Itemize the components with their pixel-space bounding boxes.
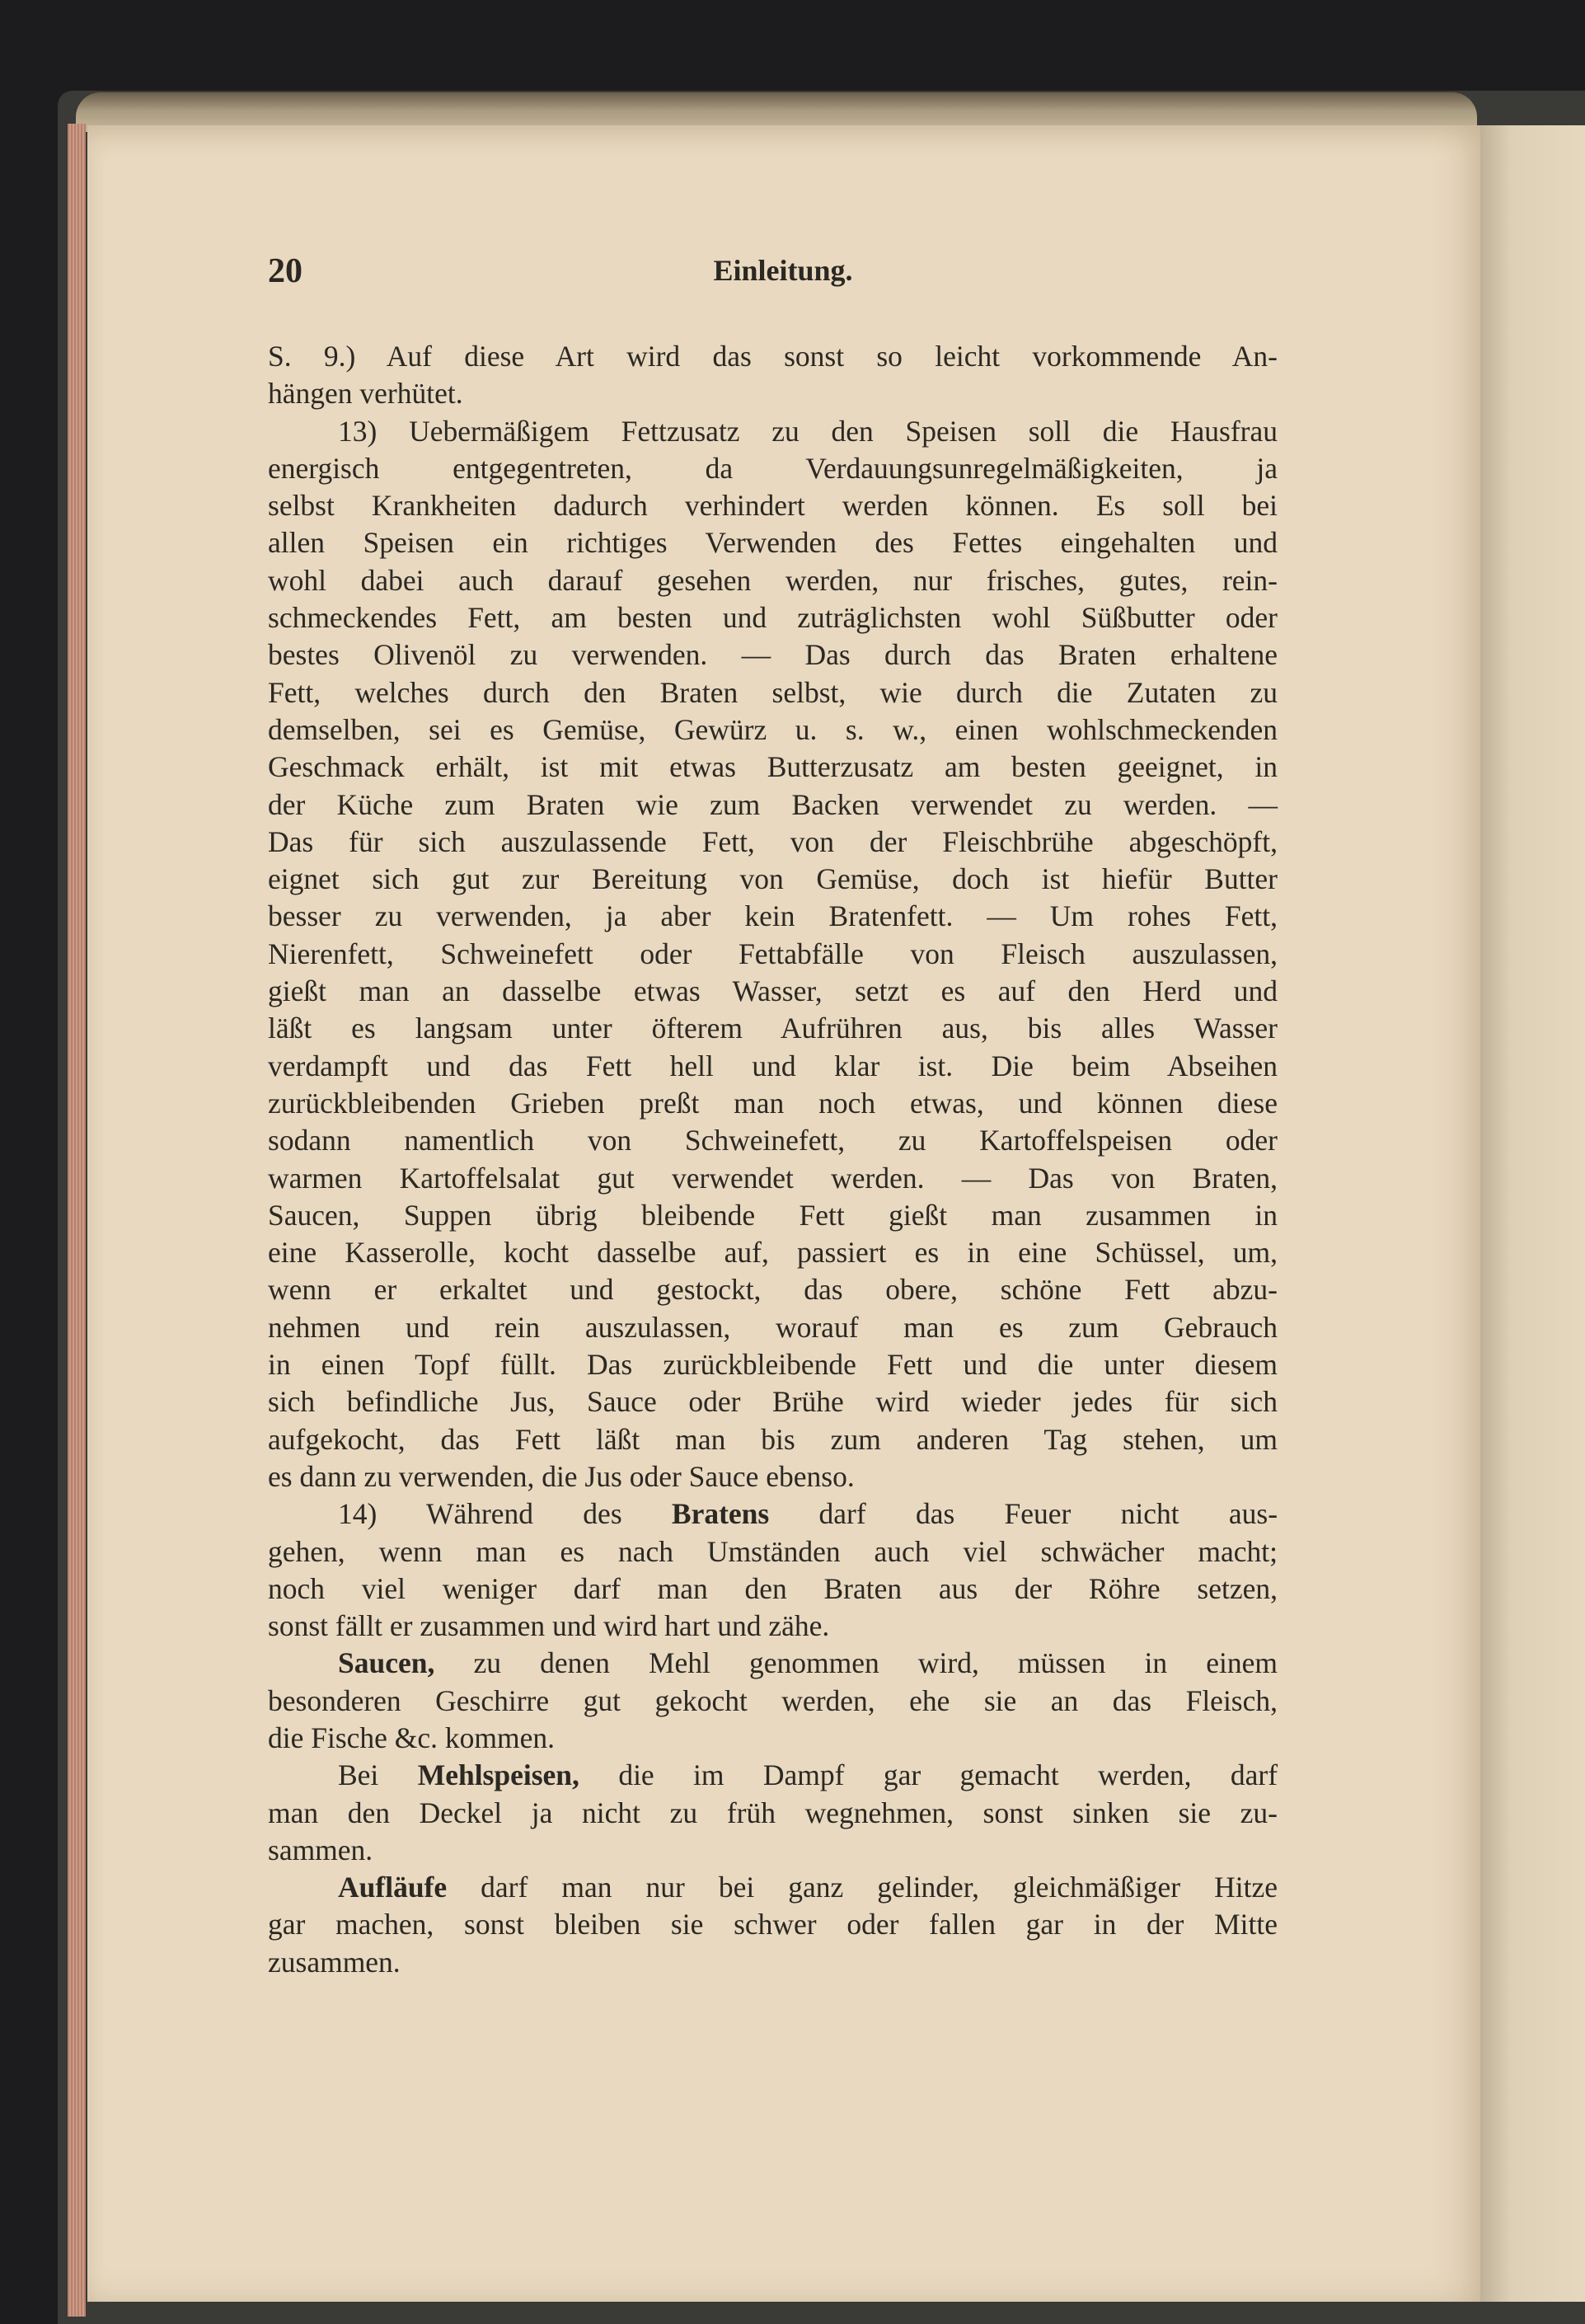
line-text: g xyxy=(268,1534,283,1568)
paragraph-13-start: 13) Uebermäßigem Fettzusatz zu den Speisen soll die Hausfrau xyxy=(338,414,1278,448)
text-line: warmen Kartoffelsalat gut verwendet werden. — Das von Braten, xyxy=(268,1161,1278,1195)
text-line: S. 9.) Auf diese Art wird das sonst so leicht vorkommende An- xyxy=(268,340,1278,373)
running-title: Einleitung. xyxy=(713,254,853,287)
text-line xyxy=(268,1533,1278,1570)
text-line: in einen Topf füllt. Das zurückbleibende Fett und die unter diesem xyxy=(268,1348,1278,1382)
page-block-edge xyxy=(68,124,86,2317)
text-line: sich befindliche Jus, Sauce oder Brühe wird wieder jedes für sich xyxy=(268,1385,1278,1419)
text-line: gießt man an dasselbe etwas Wasser, setzt es auf den Herd und xyxy=(268,974,1278,1008)
line-text: darf das Feuer nicht aus- xyxy=(818,1497,1278,1531)
text-line: schmeckendes Fett, am besten und zuträglichsten wohl Süßbutter oder xyxy=(268,601,1278,635)
text-line: der Küche zum Braten wie zum Backen verwendet zu werden. — xyxy=(268,787,1278,821)
line-text: darf man nur bei ganz gelinder, gleichmäßiger Hitze xyxy=(481,1871,1278,1904)
text-line: zusammen. xyxy=(268,1945,401,1979)
text-line: energisch entgegentreten, da Verdauungsunregelmäßigkeiten, ja xyxy=(268,451,1278,485)
text-line: eignet sich gut zur Bereitung von Gemüse, doch ist hiefür Butter xyxy=(268,862,1278,896)
text-line: besonderen Geschirre gut gekocht werden, ehe sie an das Fleisch, xyxy=(268,1683,1278,1717)
text-line: besser zu verwenden, ja aber kein Bratenfett. — Um rohes Fett, xyxy=(268,899,1278,933)
text-line: eine Kasserolle, kocht dasselbe auf, passiert es in eine Schüssel, um, xyxy=(268,1236,1278,1270)
text-line: läßt es langsam unter öfterem Aufrühren aus, bis alles Wasser xyxy=(268,1012,1278,1045)
page-body-text xyxy=(268,338,1278,1981)
text-line: wohl dabei auch darauf gesehen werden, nur frisches, gutes, rein- xyxy=(268,563,1278,597)
text-line: es dann zu verwenden, die Jus oder Sauce ebenso. xyxy=(268,1459,855,1493)
text-line: aufgekocht, das Fett läßt man bis zum anderen Tag stehen, um xyxy=(268,1422,1278,1456)
text-line: bestes Olivenöl zu verwenden. — Das durch das Braten erhaltene xyxy=(268,638,1278,672)
page-number: 20 xyxy=(268,252,302,290)
text-line: Geschmack erhält, ist mit etwas Butterzusatz am besten geeignet, in xyxy=(268,750,1278,784)
text-line: demselben, sei es Gemüse, Gewürz u. s. w., einen wohlschmeckenden xyxy=(268,712,1278,746)
line-text: die im Dampf gar gemacht werden, darf xyxy=(618,1758,1278,1792)
line-text: ehen, wenn man es nach Umständen auch viel schwächer macht; xyxy=(282,1534,1278,1568)
text-line: nehmen und rein auszulassen, worauf man es zum Gebrauch xyxy=(268,1310,1278,1344)
bold-term-bratens: Bratens xyxy=(671,1497,770,1531)
text-line: selbst Krankheiten dadurch verhindert werden können. Es soll bei xyxy=(268,489,1278,523)
line-text: 14) Während des xyxy=(338,1497,622,1531)
text-line: Fett, welches durch den Braten selbst, wie durch die Zutaten zu xyxy=(268,675,1278,709)
paragraph-14-start xyxy=(268,1495,1278,1533)
text-line: Das für sich auszulassende Fett, von der Fleischbrühe abgeschöpft, xyxy=(268,824,1278,858)
text-line: allen Speisen ein richtiges Verwenden des Fettes eingehalten und xyxy=(268,526,1278,560)
text-line: Nierenfett, Schweinefett oder Fettabfälle von Fleisch auszulassen, xyxy=(268,937,1278,970)
text-line: sodann namentlich von Schweinefett, zu Kartoffelspeisen oder xyxy=(268,1124,1278,1157)
text-line: sonst fällt er zusammen und wird hart und zähe. xyxy=(268,1609,830,1643)
text-line: man den Deckel ja nicht zu früh wegnehmen, sonst sinken sie zu- xyxy=(268,1796,1278,1829)
bold-term-mehlspeisen: Mehlspeisen, xyxy=(417,1758,579,1792)
text-line: verdampft und das Fett hell und klar ist. Die beim Abseihen xyxy=(268,1049,1278,1082)
text-line: sammen. xyxy=(268,1833,373,1866)
text-line: Saucen, Suppen übrig bleibende Fett gießt man zusammen in xyxy=(268,1198,1278,1232)
line-text: zu denen Mehl genommen wird, müssen in einem xyxy=(473,1646,1278,1680)
text-line: hängen verhütet. xyxy=(268,377,463,411)
page-header xyxy=(268,251,1298,301)
text-line: die Fische &c. kommen. xyxy=(268,1721,556,1754)
facing-page-edge xyxy=(1480,125,1585,2302)
line-text: Bei xyxy=(338,1758,379,1792)
paragraph-auflaeufe-start xyxy=(268,1869,1278,1906)
paragraph-mehlspeisen-start xyxy=(268,1757,1278,1794)
text-line: noch viel weniger darf man den Braten aus der Röhre setzen, xyxy=(268,1571,1278,1605)
paragraph-saucen-start xyxy=(268,1645,1278,1682)
bold-term-saucen: Saucen, xyxy=(338,1646,435,1680)
bold-term-auflaeufe: Aufläufe xyxy=(338,1871,448,1904)
text-line: wenn er erkaltet und gestockt, das obere, schöne Fett abzu- xyxy=(268,1273,1278,1307)
text-line: zurückbleibenden Grieben preßt man noch etwas, und können diese xyxy=(268,1086,1278,1120)
text-line: gar machen, sonst bleiben sie schwer oder fallen gar in der Mitte xyxy=(268,1908,1278,1941)
